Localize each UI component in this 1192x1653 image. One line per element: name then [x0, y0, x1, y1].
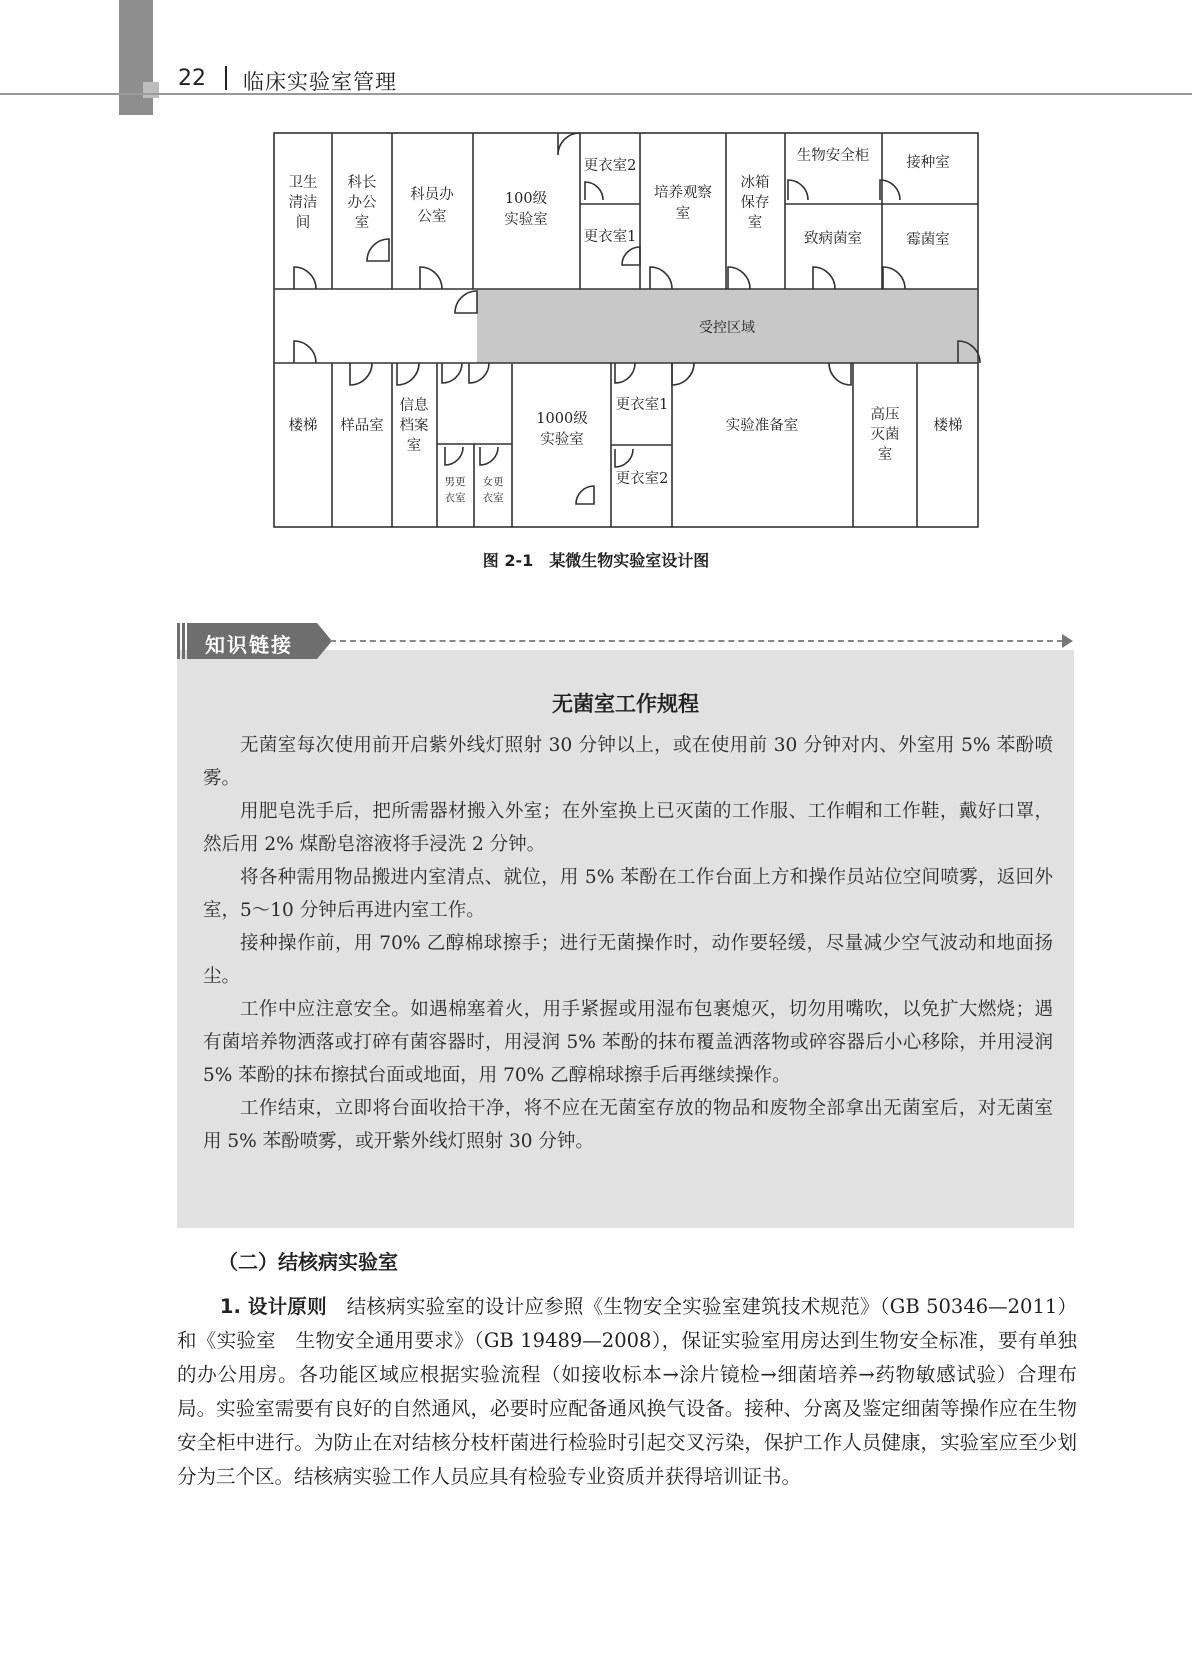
section-paragraph: [177, 1290, 1077, 1494]
room-sample: 样品室: [340, 418, 384, 434]
room-lab100-2: 实验室: [504, 212, 548, 228]
room-staff-1: 科员办: [410, 187, 454, 203]
section-text: 结核病实验室的设计应参照《生物安全实验室建筑技术规范》（GB 50346—2011）和《实验室 生物安全通用要求》（GB 19489—2008），保证实验室用房达到生物安全标准，要有单独的办公用房。各功能区域应根据实验流程（如接收标本→涂片镜检→细菌培养→药物敏感试验）合理布局。实验室需要有良好的自然通风，必要时应配备通风换气设备。接种、分离及鉴定细菌等操作应在生物安全柜中进行。为防止在对结核分枝杆菌进行检验时引起交叉污染，保护工作人员健康，实验室应至少划分为三个区。结核病实验工作人员应具有检验专业资质并获得培训证书。: [177, 1295, 1077, 1488]
room-archive-3: 室: [406, 438, 422, 454]
room-stairs-left: 楼梯: [288, 418, 318, 434]
room-fridge-3: 室: [747, 215, 763, 231]
room-mold: 霉菌室: [906, 232, 950, 248]
controlled-area-label: 受控区域: [699, 320, 755, 336]
room-female-changing-1: 女更: [482, 476, 504, 488]
room-changing2-bottom: 更衣室2: [615, 471, 669, 487]
knowledge-paragraph: 用肥皂洗手后，把所需器材搬入外室；在外室换上已灭菌的工作服、工作帽和工作鞋，戴好口罩，然后用 2% 煤酚皂溶液将手浸洗 2 分钟。: [203, 801, 1053, 855]
room-archive-1: 信息: [399, 398, 429, 414]
room-autoclave-3: 室: [877, 447, 893, 463]
knowledge-paragraph: 接种操作前，用 70% 乙醇棉球擦手；进行无菌操作时，动作要轻缓，尽量减少空气波动和地面扬尘。: [203, 933, 1053, 987]
knowledge-paragraph: 无菌室每次使用前开启紫外线灯照射 30 分钟以上，或在使用前 30 分钟对内、外室用 5% 苯酚喷雾。: [203, 735, 1053, 789]
header-side-mark: [143, 82, 159, 98]
room-fridge-1: 冰箱: [740, 175, 770, 191]
room-culture-2: 室: [675, 206, 691, 222]
section-lead: 1. 设计原则: [219, 1295, 327, 1318]
room-inoculation: 接种室: [906, 155, 950, 171]
header-separator: [225, 66, 227, 90]
room-hygiene-3: 间: [295, 215, 311, 231]
room-male-changing-2: 衣室: [444, 492, 466, 504]
room-chief-3: 室: [354, 215, 370, 231]
room-hygiene-2: 清洁: [288, 195, 318, 211]
book-title: 临床实验室管理: [243, 70, 397, 94]
room-archive-2: 档案: [399, 418, 429, 434]
knowledge-title: 无菌室工作规程: [552, 692, 699, 716]
lab-floor-plan: [272, 131, 982, 531]
knowledge-body: [203, 729, 1053, 1158]
knowledge-dashed-line: [330, 640, 1063, 642]
figure-caption: 图 2-1 某微生物实验室设计图: [482, 551, 710, 570]
room-autoclave-1: 高压: [870, 407, 900, 423]
page-number: 22: [178, 66, 206, 91]
room-prep: 实验准备室: [725, 418, 799, 434]
room-chief-2: 办公: [347, 195, 377, 211]
room-pathogen: 致病菌室: [804, 231, 862, 247]
room-changing1-bottom: 更衣室1: [615, 397, 669, 413]
knowledge-paragraph: 工作结束，立即将台面收拾干净，将不应在无菌室存放的物品和废物全部拿出无菌室后，对无菌室用 5% 苯酚喷雾，或开紫外线灯照射 30 分钟。: [203, 1098, 1053, 1152]
section-heading: （二）结核病实验室: [218, 1250, 398, 1274]
room-biosafety: 生物安全柜: [796, 148, 870, 164]
section-body: [177, 1290, 1077, 1494]
room-lab1000-1: 1000级: [536, 411, 588, 427]
room-changing1-top: 更衣室1: [583, 229, 637, 245]
room-lab100-1: 100级: [504, 191, 548, 207]
header-rule: [0, 93, 1192, 95]
room-autoclave-2: 灭菌: [870, 427, 900, 443]
room-staff-2: 公室: [417, 209, 447, 225]
room-lab1000-2: 实验室: [540, 432, 584, 448]
knowledge-paragraph: 工作中应注意安全。如遇棉塞着火，用手紧握或用湿布包裹熄灭，切勿用嘴吹，以免扩大燃烧；遇有菌培养物洒落或打碎有菌容器时，用浸润 5% 苯酚的抹布覆盖洒落物或碎容器后小心移除，并用浸润 5% 苯酚的抹布擦拭台面或地面，用 70% 乙醇棉球擦手后再继续操作。: [203, 999, 1053, 1086]
room-hygiene-1: 卫生: [288, 175, 318, 191]
room-changing2-top: 更衣室2: [583, 158, 637, 174]
knowledge-arrow-icon: [1062, 634, 1073, 648]
room-male-changing-1: 男更: [444, 476, 466, 488]
knowledge-paragraph: 将各种需用物品搬进内室清点、就位，用 5% 苯酚在工作台面上方和操作员站位空间喷雾，返回外室，5～10 分钟后再进内室工作。: [203, 867, 1053, 921]
room-culture-1: 培养观察: [654, 185, 712, 201]
room-female-changing-2: 衣室: [482, 492, 504, 504]
room-chief-1: 科长: [347, 175, 377, 191]
room-fridge-2: 保存: [740, 195, 770, 211]
room-stairs-right: 楼梯: [933, 418, 963, 434]
knowledge-tag-label: 知识链接: [205, 633, 293, 657]
